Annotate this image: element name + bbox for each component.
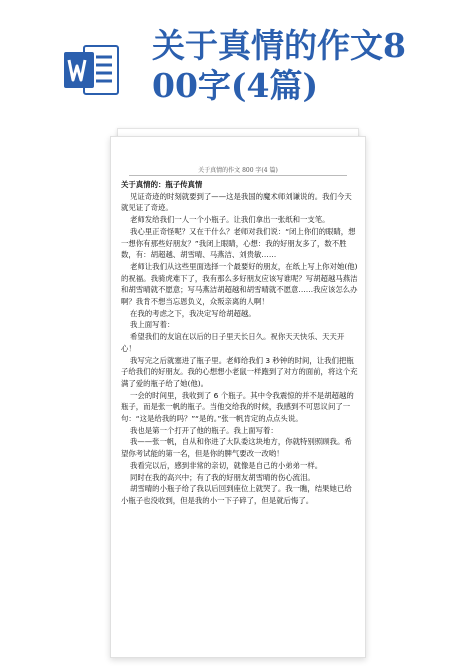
word-document-icon [62,40,122,100]
header-divider [129,175,347,176]
paragraph: 我写完之后就塞进了瓶子里。老师给我们 3 秒钟的时间，让我们把瓶子给我们的好朋友。我的心想想小老鼠一样跑到了对方的面前，将这个充满了爱的瓶子给了她(他)。 [121,355,358,388]
paragraph: 我——张一帆，自从和你进了大队委这块地方，你就特别照顾我。希望你考试能的第一名，但是你的脾气要改一改哟！ [121,437,352,459]
paragraph: 我也是第一个打开了他的瓶子。我上面写着： [130,425,278,435]
paragraph: 在我的考虑之下，我决定写给胡超越。 [130,308,256,318]
paragraph: 一会的时间里，我收到了 6 个瓶子。其中令我震惊的并不是胡超越的瓶子，而是张一帆的瓶子。当他交给我的时候，我感到不可思议问了一句：“这是给我的吗？”“是的。”张一帆肯定的点点头说。 [121,390,354,424]
header [0,0,474,112]
paragraph: 我上面写着： [130,320,175,330]
paragraph: 我心里正奇怪呢？又在干什么？老师对我们说：“闭上你们的眼睛，想一想你有那些好朋友？”我闭上眼睛，心想：我的好朋友多了，数不胜数，有：胡超越、胡雪晴、马燕洁、刘贵敏…… [121,226,356,260]
paragraph: 同时在我的高兴中；有了我的好朋友胡雪晴的伤心流泪。 [130,472,315,482]
paragraph: 胡雪晴的小瓶子给了我以后回到座位上就哭了。我一瞧，结果她已给小瓶子也没收到，但是我的小一下子碎了，但是就后悔了。 [121,484,352,505]
paragraph: 见证奇迹的时刻就要到了——这是我国的魔术师刘谦说的。我们今天就见证了奇迹。 [121,191,352,213]
paragraph: 老师发给我们一人一个小瓶子。让我们拿出一张纸和一支笔。 [130,215,330,225]
essay-heading: 关于真情的：瓶子传真情 [121,180,203,189]
paragraph: 我看完以后，感到非常的亲切，就像是自己的小弟弟一样。 [130,460,323,470]
document-body [121,179,359,507]
document-title: 关于真情的作文8 00字(4篇) [152,26,406,105]
paragraph: 希望我们的友谊在以后的日子里天长日久。祝你天天快乐、天天开心！ [121,332,345,353]
paragraph: 老师让我们从这些里面选择一个最要好的朋友，在纸上写上你对她(他)的祝福。我骑虎难下了，我有那么多好朋友应该写谁呢？写胡超越马燕洁和胡雪晴就不愿意；写马燕洁胡超越和胡雪晴就不愿意……我应该怎么办啊？我肯不想当忘恩负义，众叛亲离的人啊！ [121,261,358,307]
page-header: 关于真情的作文 800 字(4 篇) [198,167,278,174]
document-page [110,136,366,658]
